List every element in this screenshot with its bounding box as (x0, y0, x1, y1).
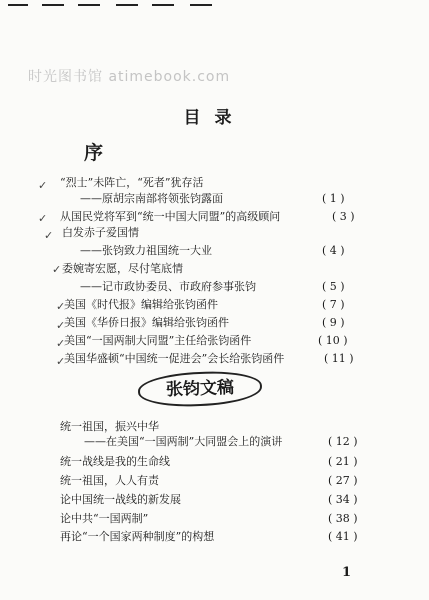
toc-entry-title: 美国《时代报》编辑给张钧函件 (64, 298, 218, 311)
top-rule-segment (116, 4, 138, 6)
check-mark-icon: ✓ (56, 300, 66, 313)
page-title: 目录 (183, 108, 246, 128)
toc-entry-page: ( 10 ) (318, 334, 348, 347)
check-mark-icon: ✓ (52, 263, 62, 276)
toc-entry-subtitle: ——在美国“一国两制”大同盟会上的演讲 (84, 435, 283, 448)
top-rule-segment (8, 4, 28, 6)
toc-entry-title: 统一战线是我的生命线 (60, 455, 170, 468)
top-rule-segment (152, 4, 174, 6)
toc-entry-page: ( 38 ) (328, 512, 358, 525)
toc-entry-title: “烈士”未阵亡，“死者”犹存活 (60, 176, 204, 189)
check-mark-icon: ✓ (56, 319, 66, 332)
section-heading-stamp: 张钧文稿 (137, 370, 262, 408)
toc-entry-page: ( 34 ) (328, 493, 358, 506)
toc-entry-page: ( 7 ) (322, 298, 345, 311)
toc-entry-page: ( 21 ) (328, 455, 358, 468)
toc-entry-title: 从国民党将军到“统一中国大同盟”的高级顾问 (60, 210, 281, 223)
toc-entry-page: ( 3 ) (332, 210, 355, 223)
toc-entry-title: 统一祖国，振兴中华 (60, 420, 159, 433)
toc-entry-title: 委婉寄宏愿，尽付笔底情 (62, 262, 183, 275)
toc-entry-page: ( 9 ) (322, 316, 345, 329)
toc-entry-subtitle: ——记市政协委员、市政府参事张钧 (80, 280, 256, 293)
toc-entry-subtitle: ——原胡宗南部将领张钧露面 (80, 192, 223, 205)
toc-entry-page: ( 5 ) (322, 280, 345, 293)
section-heading-preface: 序 (84, 142, 104, 164)
toc-entry-page: ( 4 ) (322, 244, 345, 257)
toc-entry-page: ( 11 ) (324, 352, 354, 365)
toc-entry-page: ( 12 ) (328, 435, 358, 448)
top-rule-segment (190, 4, 212, 6)
top-rule-segment (42, 4, 64, 6)
check-mark-icon: ✓ (38, 179, 48, 192)
top-rule-segment (78, 4, 100, 6)
check-mark-icon: ✓ (44, 229, 54, 242)
toc-entry-title: 论中国统一战线的新发展 (60, 493, 181, 506)
toc-entry-page: ( 27 ) (328, 474, 358, 487)
toc-entry-title: 再论“一个国家两种制度”的构想 (60, 530, 215, 543)
toc-entry-title: 统一祖国，人人有责 (60, 474, 159, 487)
toc-entry-title: 论中共“一国两制” (60, 512, 149, 525)
toc-entry-title: 美国“一国两制大同盟”主任给张钧函件 (64, 334, 252, 347)
toc-entry-title: 美国华盛顿“中国统一促进会”会长给张钧函件 (64, 352, 285, 365)
toc-entry-subtitle: ——张钧致力祖国统一大业 (80, 244, 212, 257)
watermark: 时光图书馆 atimebook.com (28, 69, 231, 85)
check-mark-icon: ✓ (38, 212, 48, 225)
toc-entry-page: ( 1 ) (322, 192, 345, 205)
page-number: 1 (342, 565, 352, 580)
check-mark-icon: ✓ (56, 337, 66, 350)
toc-entry-title: 美国《华侨日报》编辑给张钧函件 (64, 316, 229, 329)
toc-entry-page: ( 41 ) (328, 530, 358, 543)
toc-entry-title: 白发赤子爱国情 (62, 226, 139, 239)
check-mark-icon: ✓ (56, 355, 66, 368)
